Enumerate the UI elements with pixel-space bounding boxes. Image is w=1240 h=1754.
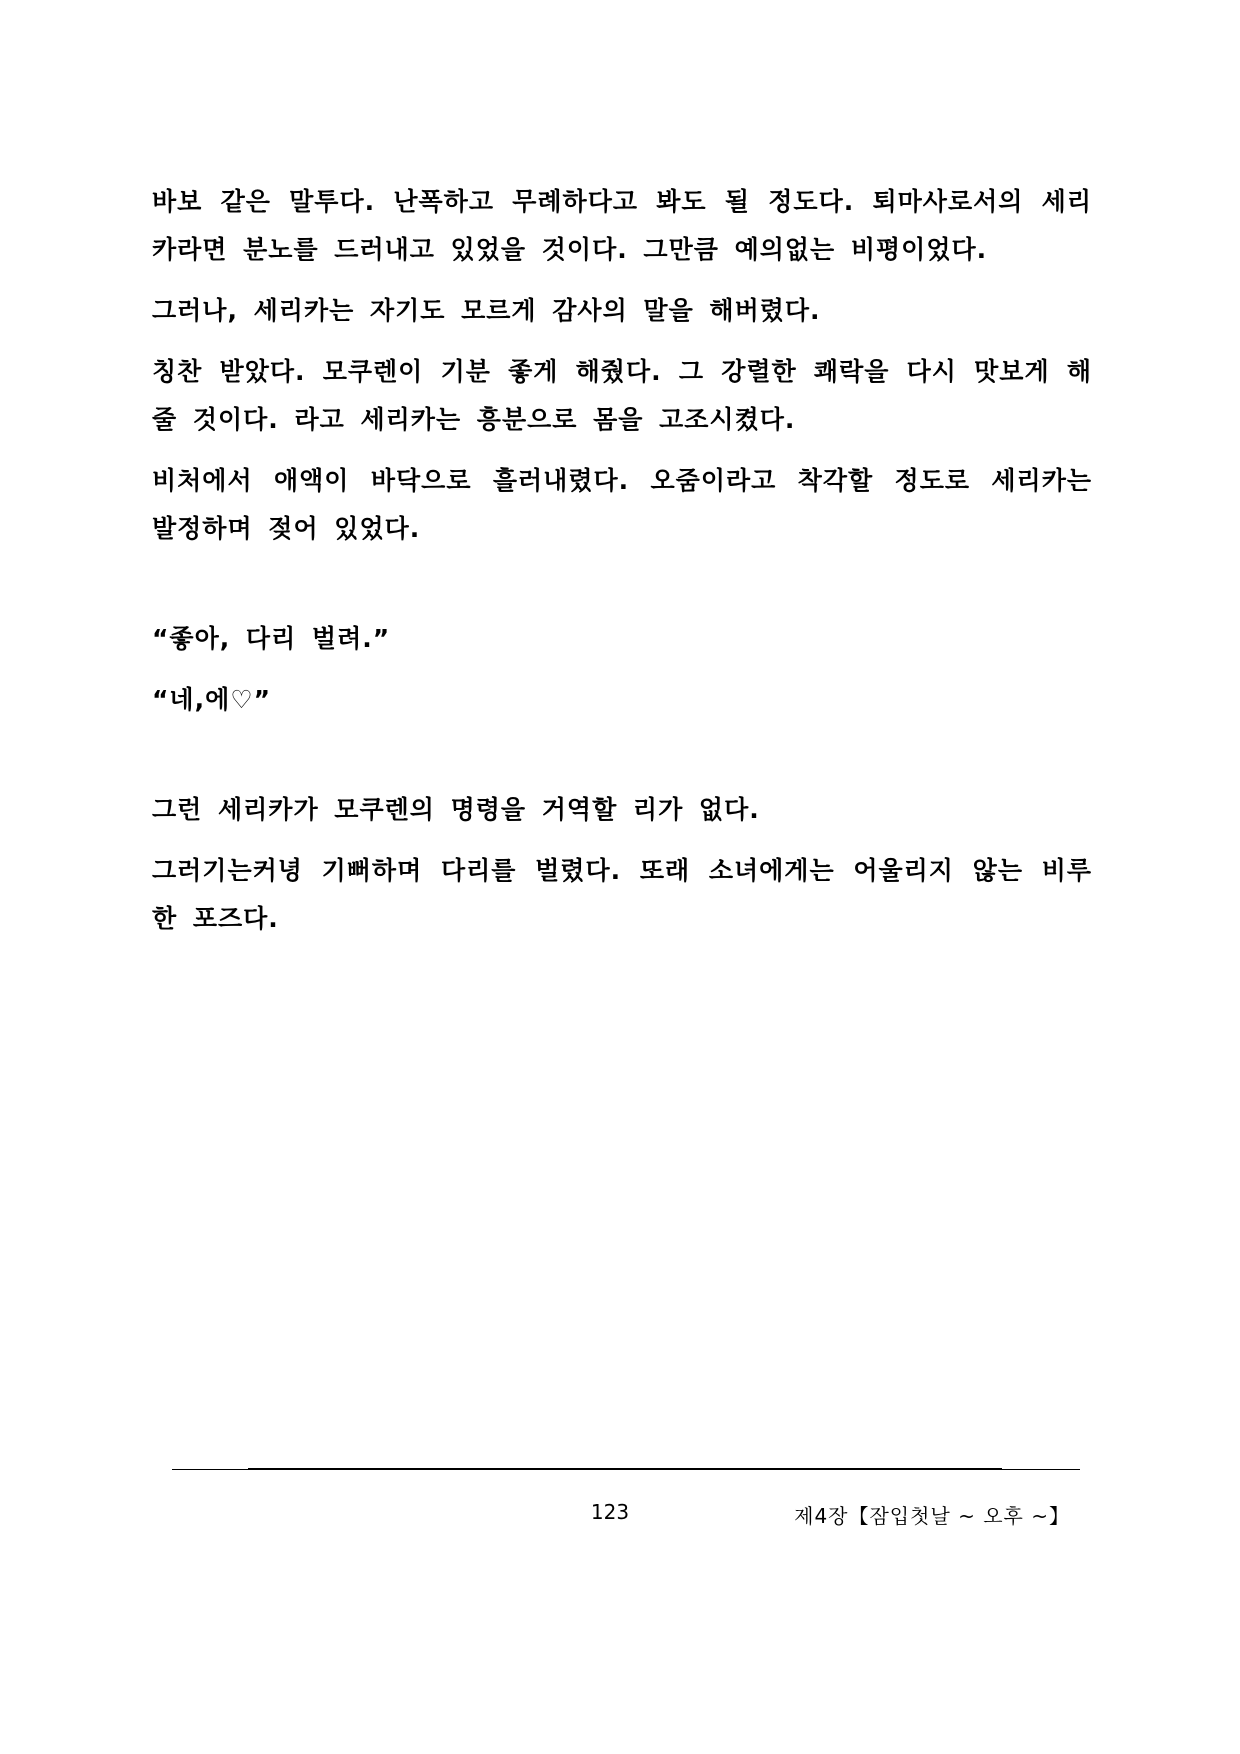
paragraph-5: 그런 세리카가 모쿠렌의 명령을 거역할 리가 없다. xyxy=(152,795,760,824)
page-number: 123 xyxy=(590,1500,630,1524)
footer-divider-thick xyxy=(248,1468,1002,1470)
scene-gap xyxy=(152,724,1092,786)
paragraph-gap xyxy=(152,834,1092,847)
chapter-title: 제4장【잠입첫날 ~ 오후 ~】 xyxy=(794,1504,1070,1528)
paragraph-gap xyxy=(152,663,1092,676)
paragraph-6: 그러기는커녕 기뻐하며 다리를 벌렸다. 또래 소녀에게는 어울리지 않는 비루한 포즈다. xyxy=(152,856,1092,933)
paragraph-gap xyxy=(152,444,1092,457)
paragraph-2: 그러나, 세리카는 자기도 모르게 감사의 말을 해버렸다. xyxy=(152,296,821,325)
paragraph-1: 바보 같은 말투다. 난폭하고 무례하다고 봐도 될 정도다. 퇴마사로서의 세리카라면 분노를 드러내고 있었을 것이다. 그만큼 예의없는 비평이었다. xyxy=(152,187,1092,264)
paragraph-gap xyxy=(152,335,1092,348)
dialogue-1: “좋아, 다리 벌려.” xyxy=(152,624,391,653)
paragraph-4: 비처에서 애액이 바닥으로 흘러내렸다. 오줌이라고 착각할 정도로 세리카는 발정하며 젖어 있었다. xyxy=(152,466,1092,543)
page-body xyxy=(152,178,1092,943)
scene-gap xyxy=(152,553,1092,615)
dialogue-2: “네,에♡” xyxy=(152,685,272,714)
paragraph-3: 칭찬 받았다. 모쿠렌이 기분 좋게 해줬다. 그 강렬한 쾌락을 다시 맛보게 해줄 것이다. 라고 세리카는 흥분으로 몸을 고조시켰다. xyxy=(152,357,1092,434)
paragraph-gap xyxy=(152,274,1092,287)
